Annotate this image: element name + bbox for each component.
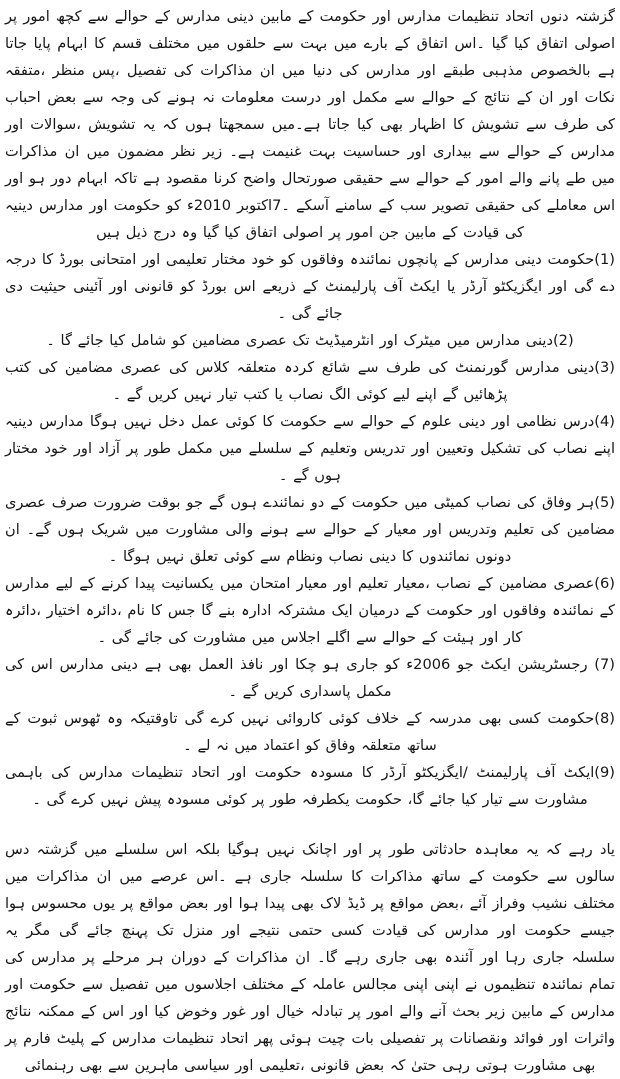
- agreement-item-1: (1)حکومت دینی مدارس کے پانچوں نمائندہ وفاقوں کو خود مختار تعلیمی اور امتحانی بورڈ کا درجہ دے گی اور ایگزیکٹو آرڈر یا ایکٹ آف پارلیمنٹ کے ذریعے اس بورڈ کو قانونی اور آئینی حیثیت دی جائے گی ۔: [5, 251, 615, 322]
- agreement-item-9: (9)ایکٹ آف پارلیمنٹ /ایگزیکٹو آرڈر کا مسودہ حکومت اور اتحاد تنظیمات مدارس کی باہمی مشاورت سے تیار کیا جائے گا، حکومت یکطرفہ طور پر کوئی مسودہ پیش نہیں کرے گی ۔: [5, 764, 615, 808]
- agreement-item-6: (6)عصری مضامین کے نصاب ،معیار تعلیم اور معیار امتحان میں یکسانیت پیدا کرنے کے لیے مدارس کے نمائندہ وفاقوں اور حکومت کے درمیان ایک مشترکہ ادارہ بنے گا جس کا نام ،دائرہ اختیار ،دائرہ کار اور ہیئت کے حوالے سے اگلے اجلاس میں مشاورت کی جائے گی ۔: [5, 575, 615, 646]
- agreement-list: [5, 246, 615, 813]
- agreement-item-2: (2)دینی مدارس میں میٹرک اور انٹرمیڈیٹ تک عصری مضامین کو شامل کیا جائے گا ۔: [46, 332, 574, 349]
- intro-paragraph: گزشتہ دنوں اتحاد تنظیمات مدارس اور حکومت کے مابین دینی مدارس کے حوالے سے کچھ امور پر اصولی اتفاق کیا گیا ۔اس اتفاق کے بارے میں بہت سے حلقوں میں مختلف قسم کا ابہام پایا جاتا ہے بالخصوص مذہبی طبقے اور مدارس کی دنیا میں ان مذاکرات کی تفصیل ،پس منظر ،متفقہ نکات اور ان کے نتائج کے حوالے سے مکمل اور درست معلومات نہ ہونے کی وجہ سے بعض احباب کی طرف سے تشویش کا اظہار بھی کیا جاتا ہے۔میں سمجھتا ہوں کہ یہ تشویش ،سوالات اور مدارس کے حوالے سے بیداری اور حساسیت بہت غنیمت ہے۔ زیر نظر مضمون میں ان مذاکرات میں طے پانے والے امور کے حوالے سے حقیقی صورتحال واضح کرنا مقصود ہے تاکہ ابہام دور ہو اور اس معاملے کی حقیقی تصویر سب کے سامنے آسکے ۔7اکتوبر 2010ء کو حکومت اور مدارس دینیہ کی قیادت کے مابین جن امور پر اصولی اتفاق کیا گیا وہ درج ذیل ہیں: [5, 8, 616, 241]
- agreement-item-5: (5)ہر وفاق کی نصاب کمیٹی میں حکومت کے دو نمائندے ہوں گے جو بوقت ضرورت صرف عصری مضامین کی تعلیم وتدریس اور معیار کے حوالے سے ہونے والی مشاورت میں شریک ہوں گے۔ ان دونوں نمائندوں کا دینی نصاب ونظام سے کوئی تعلق نہیں ہوگا ۔: [5, 494, 615, 565]
- agreement-item-4: (4)درس نظامی اور دینی علوم کے حوالے سے حکومت کا کوئی عمل دخل نہیں ہوگا مدارس دینیہ اپنے نصاب کی تشکیل وتعیین اور تدریس وتعلیم کے سلسلے میں مکمل طور پر آزاد اور خود مختار ہوں گے ۔: [5, 413, 615, 484]
- agreement-item-7: (7) رجسٹریشن ایکٹ جو 2006ء کو جاری ہو چکا اور نافذ العمل بھی ہے دینی مدارس اس کی مکمل پاسداری کریں گے ۔: [5, 656, 615, 700]
- agreement-item-3: (3)دینی مدارس گورنمنٹ کی طرف سے شائع کردہ متعلقہ کلاس کی عصری مضامین کی کتب پڑھائیں گے اپنے لیے کوئی الگ نصاب یا کتب تیار نہیں کریں گے ۔: [5, 359, 615, 403]
- agreement-item-8: (8)حکومت کسی بھی مدرسہ کے خلاف کوئی کاروائی نہیں کرے گی تاوقتیکہ وہ ٹھوس ثبوت کے ساتھ متعلقہ وفاق کو اعتماد میں نہ لے ۔: [5, 710, 615, 754]
- closing-paragraph: یاد رہے کہ یہ معاہدہ حادثاتی طور پر اور اچانک نہیں ہوگیا بلکہ اس سلسلے میں گزشتہ دس سالوں سے حکومت کے ساتھ مذاکرات کا سلسلہ جاری ہے ۔اس عرصے میں ان مذاکرات میں مختلف نشیب وفراز آئے ،بعض مواقع پر ڈیڈ لاک بھی پیدا ہوا اور بعض مواقع پر یوں محسوس ہوا جیسے حکومت اور مدارس کی قیادت کسی حتمی نتیجے اور منزل تک پہنچ جائے گی مگر یہ سلسلہ جاری رہا اور آئندہ بھی جاری رہے گا۔ ان مذاکرات کے دوران ہر مرحلے پر مدارس کی تمام نمائندہ تنظیموں نے اپنی اپنی مجالس عاملہ کے مختلف اجلاسوں میں تفصیل سے حکومت اور مدارس کے مابین زیر بحث آنے والے امور پر تبادلہ خیال اور غور وخوض کیا اور اس کے ممکنہ نتائج واثرات اور فوائد ونقصانات پر تفصیلی بات چیت ہوئی پھر اتحاد تنظیمات مدارس کے پلیٹ فارم پر بھی مشاورت ہوتی رہی حتیٰ کہ بعض قانونی ،تعلیمی اور سیاسی ماہرین سے بھی رہنمائی: [5, 841, 615, 1074]
